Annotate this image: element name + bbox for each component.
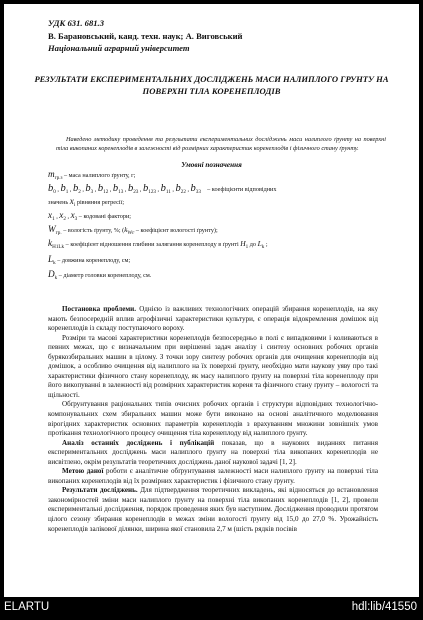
paragraph-goal <box>48 467 378 486</box>
institution-line: Національний аграрний університет <box>48 43 190 53</box>
paragraph-results <box>48 486 378 534</box>
footer-handle-label: hdl:lib/41550 <box>351 601 417 613</box>
paragraph-problem-text: Однією із важливих технологічних операцій збирання коренеплодів, на яку мають безпосередній вплив агрофізичні характеристики культури, є операція відокремлення домішок від коренеплодів із складу поступаючого вороху. <box>48 305 378 333</box>
paragraph-problem <box>48 305 378 334</box>
notation-xi: значень $x_i$ рівняння регресії; <box>48 196 125 209</box>
paragraph-goal-lead: Метою даної <box>62 467 104 476</box>
notation-k: $k_{H1Lk}$ – коефіцієнт відношення глибини залягання коренеплоду в ґрунті $H_1$ до $L_k$ ; <box>48 238 268 251</box>
notation-l: $L_k$ – довжина коренеплоду, см; <box>48 254 131 267</box>
body-text <box>48 305 378 534</box>
paragraph-analysis <box>48 439 378 468</box>
notation-b-cont: значень <box>48 199 69 206</box>
authors-line: В. Барановський, канд. техн. наук; А. Виговський <box>48 31 243 41</box>
paragraph-problem-lead: Постановка проблеми. <box>62 305 137 313</box>
notation-b-desc: – коефіцієнти відповідних <box>207 186 277 193</box>
notation-x-desc: – кодовані фактори; <box>78 213 131 220</box>
notation-heading: Умовні позначення <box>181 161 242 169</box>
paragraph-justification: Обґрунтування раціональних типів очисних робочих органів і структури відповідних технологічно-компонувальних схем збиральних машин може бути виконано на основі аналітичного моделювання вірогідних характеристик основних параметрів коренеплодів з врахуванням множини зовнішніх умов протікання технологічного процесу очищення тіла коренеплоду від налиплого ґрунту. <box>48 400 378 438</box>
notation-k-desc: – коефіцієнт відношення глибини залягання коренеплоду в ґрунті <box>65 241 239 248</box>
udc-code: УДК 631. 681.3 <box>48 18 105 28</box>
notation-d: $D_k$ – діаметр головки коренеплоду, см. <box>48 269 152 282</box>
footer-repository-label: ELARTU <box>4 601 50 613</box>
notation-w-desc2: – коефіцієнт вологості ґрунту); <box>135 227 218 234</box>
paragraph-goal-text: роботи є аналітичне обґрунтування залежності маси налиплого ґрунту на поверхні тіла викопаних коренеплодів від їх розмірних характеристик і фізичного стану ґрунту. <box>48 467 378 485</box>
paper-title: РЕЗУЛЬТАТИ ЕКСПЕРИМЕНТАЛЬНИХ ДОСЛІДЖЕНЬ МАСИ НАЛИПЛОГО ГРУНТУ НА ПОВЕРХНІ ТІЛА КОРЕНЕПЛОДІВ <box>34 74 389 96</box>
paragraph-analysis-text: показав, що в наукових виданнях питання експериментальних досліджень маси налиплого ґрунту на поверхні тіла викопаних коренеплодів не висвітлено, окрім результатів теоретичних досліджень даної наукової задачі [1, 2]. <box>48 438 378 466</box>
notation-x: $x_1$ , $x_2$ , $x_3$ – кодовані фактори; <box>48 210 131 223</box>
abstract: Наведено методику проведення та результати експериментальних досліджень маси налиплого ґрунту на поверхні тіла викопаних коренеплодів в залежності від розмірних характеристик коренеплодів і фізичного стану ґрунту. <box>56 136 386 152</box>
paragraph-sizes: Розміри та масові характеристики коренеплодів безпосередньо в полі є випадковими і коливаються в певних межах, що є визначальним при вирішенні задач аналізу і синтезу основних робочих органів бурякозбиральних машин в цілому. З точки зору синтезу робочих органів для очищення коренеплодів від домішок, а особливо очищення від налиплого на їх поверхні ґрунту, необхідно мати наукову уяву про такі характеристики фізичного стану коренеплоду, як масу налиплого ґрунту на поверхні тіла коренеплоду при його викопуванні в залежності від розмірних характеристик кореня та фізичного стану ґрунту – вологості та щільності. <box>48 333 378 399</box>
notation-d-desc: – діаметр головки коренеплоду, см. <box>58 272 152 279</box>
document-page <box>4 4 419 597</box>
paragraph-results-text: Для підтвердження теоретичних викладень, які відносяться до встановлення закономірностей зміни маси налиплого ґрунту на поверхні тіла викопаних коренеплодів [1, 2], провели експериментальні дослідження, порядок проведення яких був наступним. Дослідження проводили протягом цілого сезону збирання коренеплодів в межах зміни вологості ґрунту від 15,0 до 27,0 %. Урожайність коренеплодів залікової ділянки, ширина якої становила 2,7 м (шість рядків посівів <box>48 486 378 533</box>
notation-m: $m_{гр.з}$ – маса налиплого ґрунту, г; <box>48 169 136 182</box>
notation-b-coefficients: $b_0$ , $b_1$ , $b_2$ , $b_3$ , $b_{12}$ , $b_{13}$ , $b_{23}$ , $b_{123}$ , $b_{11}$ , $b_{22}$ , $b_{33}$ – коефіцієнти відповідних <box>48 183 277 196</box>
notation-l-desc: – довжина коренеплоду, см; <box>57 257 131 264</box>
paragraph-analysis-lead: Аналіз останніх досліджень і публікацій <box>62 438 215 447</box>
notation-xi-desc: рівняння регресії; <box>76 199 125 206</box>
notation-m-desc: – маса налиплого ґрунту, г; <box>63 172 136 179</box>
notation-w-desc1: – вологість ґрунту, %; ( <box>63 227 125 234</box>
paragraph-results-lead: Результати досліджень. <box>62 486 138 495</box>
notation-w: $W_{гр.}$ – вологість ґрунту, %; ($k_{Wг}$ – коефіцієнт вологості ґрунту); <box>48 224 218 237</box>
